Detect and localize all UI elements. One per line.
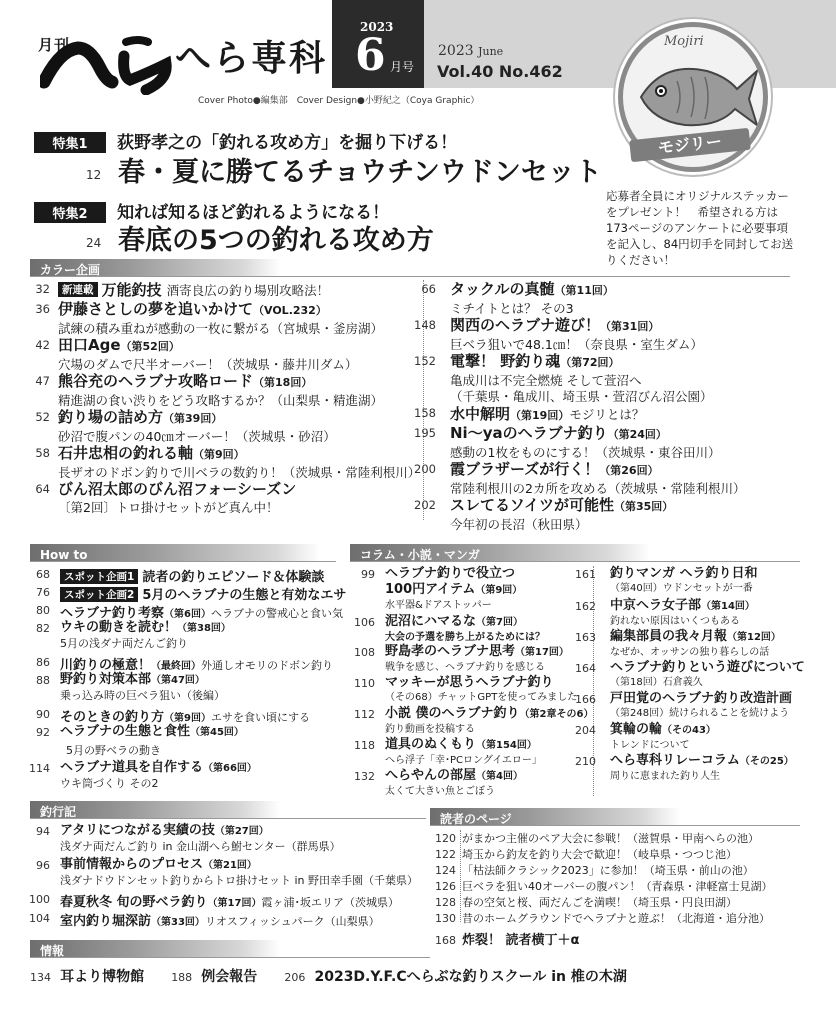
logo-brush-he-ra <box>40 20 180 95</box>
section-chokoki: 釣行記 <box>30 801 280 818</box>
reader-entry[interactable]: 126 巨ベラを狙い40オーバーの腹パン！（青森県・津軽富士見湖） <box>435 880 773 893</box>
reader-entry[interactable]: 130 昔のホームグラウンドでヘラブナと遊ぶ！（北海道・追分池） <box>435 912 770 925</box>
info-entry[interactable]: 耳より博物館 <box>60 969 145 985</box>
magazine-label: 月刊 <box>38 36 71 54</box>
reader-entry[interactable]: 122 埼玉から釣友を釣り大会で歓迎！（岐阜県・つつじ池） <box>435 848 737 861</box>
issue-month: 6 <box>355 30 386 81</box>
feature-2-page: 24 <box>86 236 102 250</box>
issue-month-unit: 月号 <box>390 60 415 74</box>
info-page: 206 <box>284 971 306 984</box>
divider <box>30 957 430 958</box>
section-column: コラム・小説・マンガ <box>350 544 650 561</box>
feature-tag: 特集1 <box>34 132 106 153</box>
magazine-title: へら専科 <box>175 38 328 79</box>
issue-date: 2023 June <box>438 43 504 59</box>
reader-entry[interactable]: 120 がまかつ主催のペア大会に参戦！（滋賀県・甲南へらの池） <box>435 832 759 845</box>
cover-credit: Cover Photo●編集部 Cover Design●小野紀之（Coya Graphic） <box>198 96 480 106</box>
feature-1-page: 12 <box>86 168 102 182</box>
reader-entry[interactable]: 128 春の空気と桜、両だんごを満喫！（埼玉県・円良田湖） <box>435 896 737 909</box>
divider <box>30 818 426 819</box>
issue-year: 2023 <box>360 20 394 34</box>
reader-entry[interactable]: 124 「枯法師クラシック2023」に参加！（埼玉県・前山の池） <box>435 864 754 877</box>
section-color: カラー企画 <box>30 259 280 276</box>
info-page: 134 <box>30 971 51 984</box>
info-page: 188 <box>171 971 193 984</box>
section-reader: 読者のページ <box>430 808 680 825</box>
issue-volume: Vol.40 No.462 <box>437 62 563 81</box>
column-divider <box>423 280 424 520</box>
feature-lead: 荻野孝之の「釣れる攻め方」を掘り下げる！ <box>117 133 458 153</box>
info-row <box>30 966 627 986</box>
mojiri-label: モジリー <box>629 128 751 162</box>
divider <box>430 825 800 826</box>
divider <box>30 561 336 562</box>
reader-entry[interactable]: 168 炸裂！ 読者横丁＋α <box>435 933 580 948</box>
feature-2-title[interactable]: 春底の5つの釣れる攻め方 <box>118 225 434 256</box>
divider <box>350 561 800 562</box>
feature-lead: 知れば知るほど釣れるようになる！ <box>117 203 390 223</box>
mojiri-word: Mojiri <box>664 34 704 49</box>
sticker-present-note: 応募者全員にオリジナルステッカーをプレゼント！ 希望される方は173ページのアンケートに必要事項を記入し、84円切手を同封してお送りください！ <box>606 189 794 267</box>
section-info: 情報 <box>30 940 280 957</box>
divider <box>30 276 790 277</box>
section-howto: How to <box>30 544 320 561</box>
feature-tag: 特集2 <box>34 202 106 223</box>
feature-1-title[interactable]: 春・夏に勝てるチョウチンウドンセット <box>118 157 602 188</box>
info-entry[interactable]: 例会報告 <box>201 969 258 985</box>
info-entry[interactable]: 2023D.Y.F.Cへらぶな釣りスクール in 椎の木湖 <box>314 969 627 985</box>
